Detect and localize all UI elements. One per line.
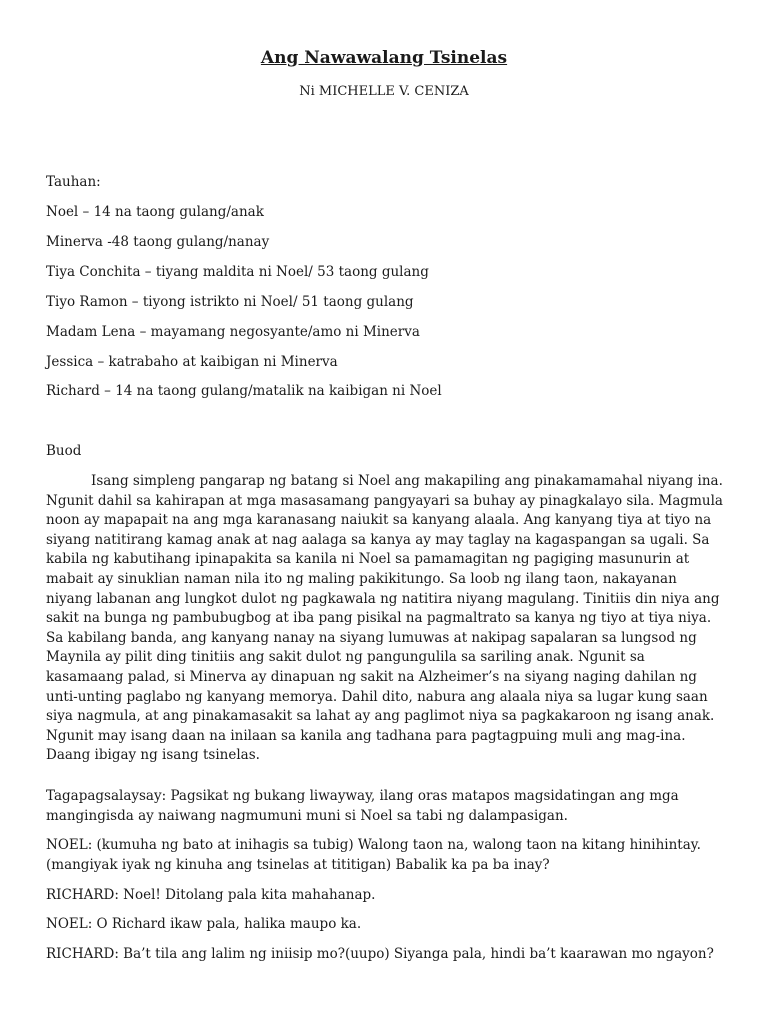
summary-paragraph: Isang simpleng pangarap ng batang si Noel ang makapiling ang pinakamamahal niyang ina. Ngunit dahil sa kahirapan at mga masasamang pangyayari sa buhay ay pinagkalayo sila. Magmula noon ay mapapait na ang mga karanasang naiukit sa kanyang alaala. Ang kanyang tiya at tiyo na siyang natitirang kamag anak at nag aalaga sa kanya ay may taglay na kagaspangan sa ugali. Sa kabila ng kabutihang ipinapakita sa kanila ni Noel sa pamamagitan ng pagiging masunurin at mabait ay sinuklian naman nila ito ng maling pakikitungo. Sa loob ng ilang taon, nakayanan niyang labanan ang lungkot dulot ng pagkawala ng natitira niyang magulang. Tinitiis din niya ang sakit na bunga ng pambubugbog at iba pang pisikal na pagmaltrato sa kanya ng tiyo at tiya niya. Sa kabilang banda, ang kanyang nanay na siyang lumuwas at nakipag sapalaran sa lungsod ng Maynila ay pilit ding tinitiis ang sakit dulot ng pangungulila sa sariling anak. Ngunit sa kasamaang palad, si Minerva ay dinapuan ng sakit na Alzheimer’s na siyang naging dahilan ng unti-unting paglabo ng kanyang memorya. Dahil dito, nabura ang alaala niya sa lugar kung saan siya nagmula, at ang pinakamasakit sa lahat ay ang paglimot niya sa pagkakaroon ng isang anak. Ngunit may isang daan na inilaan sa kanila ang tadhana para pagtagpuing muli ang mag-ina. Daang ibigay ng isang tsinelas. <box>46 473 723 764</box>
document-title: Ang Nawawalang Tsinelas <box>260 48 508 68</box>
character-item: Tiyo Ramon – tiyong istrikto ni Noel/ 51 taong gulang <box>46 294 414 310</box>
character-item: Tiya Conchita – tiyang maldita ni Noel/ 53 taong gulang <box>46 264 429 280</box>
characters-heading: Tauhan: <box>46 174 101 190</box>
character-item: Minerva -48 taong gulang/nanay <box>46 234 270 250</box>
character-item: Richard – 14 na taong gulang/matalik na kaibigan ni Noel <box>46 383 442 399</box>
character-item: Madam Lena – mayamang negosyante/amo ni Minerva <box>46 324 420 340</box>
dialogue-line: RICHARD: Noel! Ditolang pala kita mahahanap. <box>46 887 376 903</box>
dialogue-line: RICHARD: Ba’t tila ang lalim ng iniisip mo?(uupo) Siyanga pala, hindi ba’t kaarawan mo ngayon? <box>46 946 714 962</box>
character-item: Noel – 14 na taong gulang/anak <box>46 204 264 220</box>
document-author: Ni MICHELLE V. CENIZA <box>299 84 469 99</box>
character-item: Jessica – katrabaho at kaibigan ni Minerva <box>46 354 338 370</box>
dialogue-line: NOEL: (kumuha ng bato at inihagis sa tubig) Walong taon na, walong taon na kitang hinihintay. (mangiyak iyak ng kinuha ang tsinelas at tititigan) Babalik ka pa ba inay? <box>46 837 701 873</box>
dialogue-line: Tagapagsalaysay: Pagsikat ng bukang liwayway, ilang oras matapos magsidatingan ang mga mangingisda ay naiwang nagmumuni muni si Noel sa tabi ng dalampasigan. <box>46 788 679 824</box>
summary-heading: Buod <box>46 443 82 459</box>
dialogue-line: NOEL: O Richard ikaw pala, halika maupo ka. <box>46 916 362 932</box>
